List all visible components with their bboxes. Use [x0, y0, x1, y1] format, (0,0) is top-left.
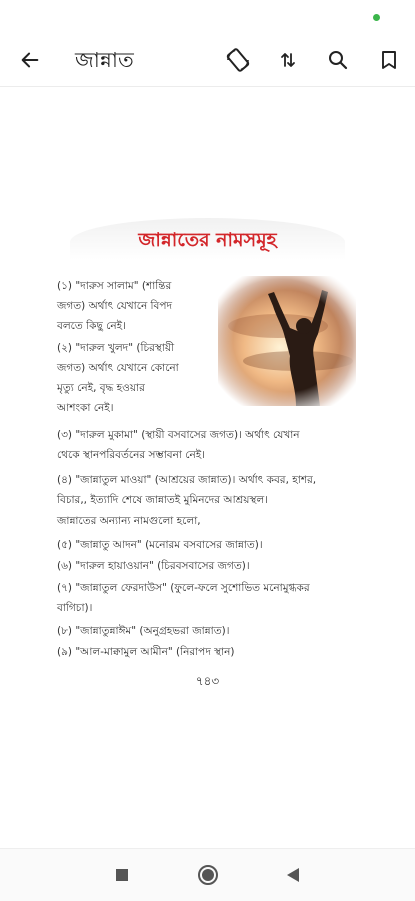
text-line-8: (৩) "দারুল মুকামা" (স্থায়ী বসবাসের জগত)। অর্থাৎ যেখান [57, 429, 300, 441]
text-line-2: জগত) অর্থাৎ যেখানে বিপদ [57, 300, 173, 312]
text-line-16: বাগিচা)। [57, 602, 93, 614]
back-arrow-icon [19, 49, 41, 71]
page-heading: জান্নাতের নামসমূহ [138, 229, 277, 251]
text-line-5: জগত) অর্থাৎ যেখানে কোনো [57, 362, 179, 374]
recent-apps-button[interactable] [110, 863, 134, 887]
heading-banner [70, 218, 345, 256]
status-indicator-dot [373, 14, 380, 21]
screen-rotation-icon [225, 47, 251, 73]
rotate-screen-button[interactable] [222, 44, 254, 76]
page-number: ৭৪৩ [195, 674, 220, 688]
text-line-4: (২) "দারুল খুলদ" (চিরস্থায়ী [57, 342, 175, 354]
text-line-18: (৯) "আল-মাক্বামুল আমীন" (নিরাপদ স্থান) [57, 646, 235, 658]
illustration-image [218, 276, 356, 406]
text-line-7: আশংকা নেই। [57, 402, 114, 414]
sort-button[interactable] [272, 44, 304, 76]
search-button[interactable] [322, 44, 354, 76]
text-line-12: জান্নাতের অন্যান্য নামগুলো হলো, [57, 515, 201, 527]
text-line-1: (১) "দারুস সালাম" (শান্তির [57, 280, 172, 292]
text-line-15: (৭) "জান্নাতুল ফেরদাউস" (ফুলে-ফলে সুশোভিত মনোমুগ্ধকর [57, 582, 310, 594]
home-icon [197, 864, 219, 886]
back-triangle-icon [286, 867, 300, 883]
text-line-6: মৃত্যু নেই, বৃদ্ধ হওয়ার [57, 382, 145, 394]
system-back-button[interactable] [281, 863, 305, 887]
app-bar [0, 36, 415, 87]
text-line-14: (৬) "দারুল হায়াওয়ান" (চিরবসবাসের জগত)। [57, 560, 250, 572]
text-line-9: থেকে স্থানপরিবর্তনের সম্ভাবনা নেই। [57, 449, 205, 461]
home-button[interactable] [196, 863, 220, 887]
text-line-17: (৮) "জান্নাতুন্নাঈম" (অনুগ্রহভরা জান্নাত)। [57, 625, 230, 637]
back-button[interactable] [14, 44, 46, 76]
system-navigation-bar [0, 848, 415, 901]
text-line-3: বলতে কিছু নেই। [57, 320, 126, 332]
recent-apps-icon [115, 868, 129, 882]
book-page [0, 88, 415, 848]
text-line-13: (৫) "জান্নাতু আদন" (মনোরম বসবাসের জান্নাত)। [57, 539, 263, 551]
search-icon [328, 50, 348, 70]
bookmark-button[interactable] [373, 44, 405, 76]
text-line-11: বিচার,, ইত্যাদি শেষে জান্নাতই মুমিনদের আশ্রয়স্থল। [57, 494, 268, 506]
text-line-10: (৪) "জান্নাতুল মাওয়া" (আশ্রয়ের জান্নাত)। অর্থাৎ কবর, হাশর, [57, 474, 317, 486]
status-bar [0, 0, 415, 36]
bookmark-icon [380, 50, 398, 70]
page-title: জান্নাত [75, 48, 134, 72]
sort-icon [278, 50, 298, 70]
